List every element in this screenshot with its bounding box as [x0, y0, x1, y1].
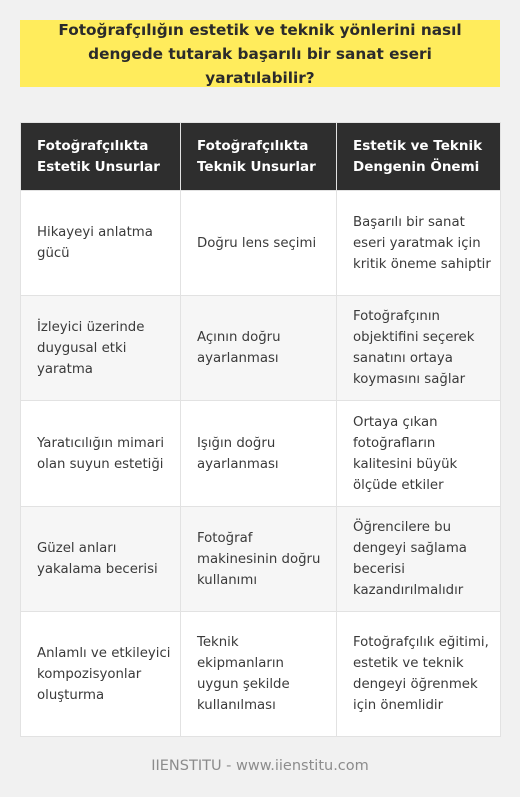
table-cell: Teknik ekipmanların uygun şekilde kullanılması [181, 612, 337, 737]
table-cell: İzleyici üzerinde duygusal etki yaratma [21, 296, 181, 401]
table-cell: Fotoğraf makinesinin doğru kullanımı [181, 507, 337, 612]
table-cell: Anlamlı ve etkileyici kompozisyonlar oluşturma [21, 612, 181, 737]
table-cell: Işığın doğru ayarlanması [181, 401, 337, 507]
table-cell: Fotoğrafçının objektifini seçerek sanatını ortaya koymasını sağlar [337, 296, 501, 401]
table-cell: Açının doğru ayarlanması [181, 296, 337, 401]
column-header-technical: Fotoğrafçılıkta Teknik Unsurlar [181, 123, 337, 191]
table-cell: Hikayeyi anlatma gücü [21, 191, 181, 296]
table-cell: Yaratıcılığın mimari olan suyun estetiği [21, 401, 181, 507]
table-cell: Ortaya çıkan fotoğrafların kalitesini büyük ölçüde etkiler [337, 401, 501, 507]
comparison-table [20, 122, 501, 737]
page-title: Fotoğrafçılığın estetik ve teknik yönlerini nasıl dengede tutarak başarılı bir sanat eseri yaratılabilir? [20, 20, 500, 87]
table-row [21, 296, 501, 401]
table-row [21, 191, 501, 296]
table-row [21, 401, 501, 507]
table-cell: Başarılı bir sanat eseri yaratmak için kritik öneme sahiptir [337, 191, 501, 296]
column-header-aesthetic: Fotoğrafçılıkta Estetik Unsurlar [21, 123, 181, 191]
table-cell: Öğrencilere bu dengeyi sağlama becerisi kazandırılmalıdır [337, 507, 501, 612]
table-cell: Güzel anları yakalama becerisi [21, 507, 181, 612]
column-header-balance: Estetik ve Teknik Dengenin Önemi [337, 123, 501, 191]
table-cell: Doğru lens seçimi [181, 191, 337, 296]
table-row [21, 612, 501, 737]
table-cell: Fotoğrafçılık eğitimi, estetik ve teknik dengeyi öğrenmek için önemlidir [337, 612, 501, 737]
table-header-row [21, 123, 501, 191]
footer-credit: IIENSTITU - www.iienstitu.com [151, 758, 369, 774]
table-row [21, 507, 501, 612]
